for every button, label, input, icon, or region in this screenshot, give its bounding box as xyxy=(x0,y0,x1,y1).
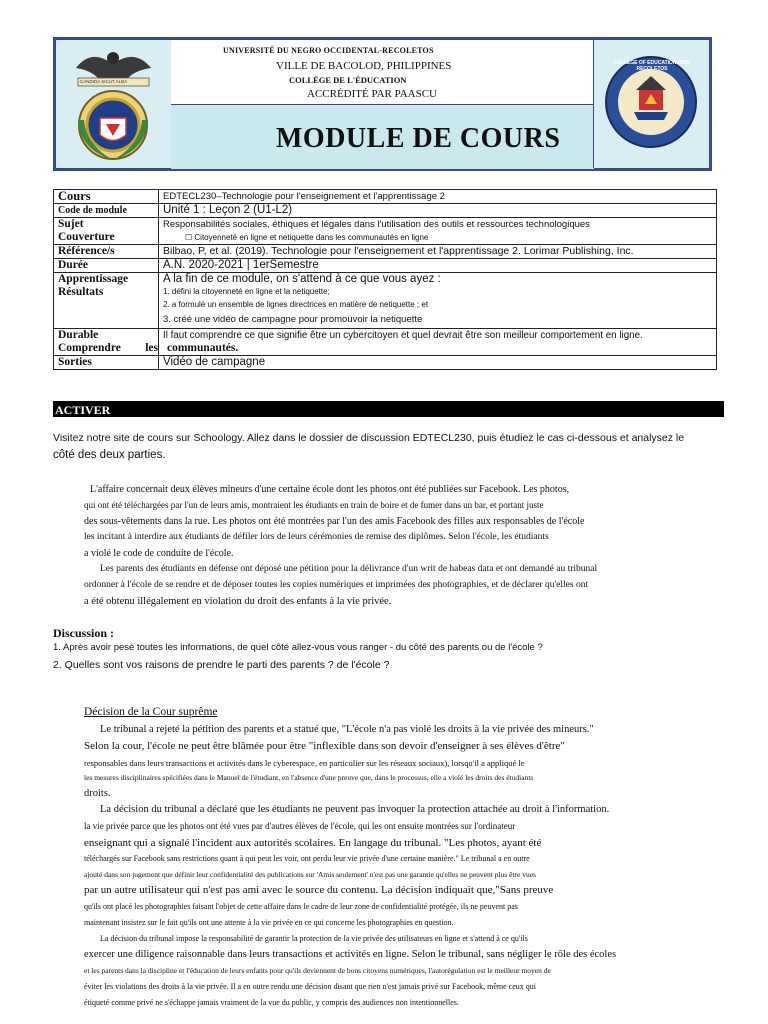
header-title-area xyxy=(171,40,594,168)
outcomes-intro: A la fin de ce module, on s'attend à ce que vous ayez : xyxy=(163,273,441,285)
decision-line-11: par un autre utilisateur qui n'est pas ami avec le source du contenu. La décision indiquait que,"Sans preuve xyxy=(84,884,554,896)
table-row-subject xyxy=(54,218,717,245)
outcome-3: 3. créé une vidéo de campagne pour promouvoir la netiquette xyxy=(163,314,423,325)
accreditation-text: ACCRÉDITÉ PAR PAASCU xyxy=(307,88,438,100)
value-outputs: Vidéo de campagne xyxy=(159,356,717,370)
activer-intro xyxy=(53,430,713,464)
module-title: MODULE DE COURS xyxy=(276,123,561,154)
discussion-question-1: 1. Après avoir pesé toutes les informations, de quel côté allez-vous vous ranger - du côté des parents ou de l'école ? xyxy=(53,642,543,653)
value-durable-line2: communautés. xyxy=(167,342,239,354)
decision-line-1: Le tribunal a rejeté la pétition des parents et a statué que, "L'école n'a pas violé les droits à la vie privée des mineurs." xyxy=(100,724,594,735)
label-subject-line2: Couverture xyxy=(58,231,115,243)
activer-intro-line2: côté des deux parties. xyxy=(53,449,166,461)
decision-line-17: éviter les violations des droits à la vie privée. Il a en outre rendu une décision disant que rien n'est jamais privé sur Facebook, même ceux qui xyxy=(84,982,536,991)
value-course: EDTECL230–Technologie pour l'enseignement et l'apprentissage 2 xyxy=(159,190,717,204)
checkbox-icon: ☐ xyxy=(185,233,195,242)
college-logo-box xyxy=(593,40,709,168)
college-name: COLLÈGE DE L'ÉDUCATION xyxy=(289,75,407,85)
decision-line-14: La décision du tribunal impose la responsabilité de garantir la protection de la vie privée des utilisateurs en ligne et s'attend à ce qu'ils xyxy=(100,934,528,943)
case-line-7: ordonner à l'école de se rendre et de déposer toutes les copies numériques et imprimées des photographies, et de déclarer qu'elles ont xyxy=(84,580,589,590)
decision-line-3: responsables dans leurs transactions et activités dans le cyberespace, en particulier sur les réseaux sociaux), lorsqu'il a appliqué le xyxy=(84,758,525,768)
decision-line-2: Selon la cour, l'école ne peut être blâmée pour être "inflexible dans son devoir d'enseigner à ses élèves d'être" xyxy=(84,740,565,752)
label-outputs: Sorties xyxy=(54,356,159,370)
case-line-6: Les parents des étudiants en défense ont déposé une pétition pour la délivrance d'un writ de habeas data et ont demandé au tribunal xyxy=(100,564,598,574)
value-reference: Bilbao, P, et al. (2019). Technologie pour l'enseignement et l'apprentissage 2. Lorimar Publishing, Inc. xyxy=(159,245,717,259)
table-row-reference xyxy=(54,245,717,259)
decision-line-8: enseignant qui a signalé l'incident aux autorités scolaires. En langage du tribunal. "Les photos, ayant été xyxy=(84,837,542,849)
value-duration: A.N. 2020-2021 | 1erSemestre xyxy=(159,259,717,273)
label-course: Cours xyxy=(54,190,159,204)
case-line-2: qui ont été téléchargées par l'un de leurs amis, montraient les étudiants en train de boire et de fumer dans un bar, et portant juste xyxy=(84,500,544,510)
discussion-question-2: 2. Quelles sont vos raisons de prendre le parti des parents ? de l'école ? xyxy=(53,659,390,671)
activer-heading: ACTIVER xyxy=(55,403,111,417)
decision-line-5: droits. xyxy=(84,788,111,799)
activer-intro-line1: Visitez notre site de cours sur Schoology. Allez dans le dossier de discussion EDTECL230, puis étudiez le cas ci-dessous et analysez le xyxy=(53,432,685,444)
label-durable-word1: Comprendre xyxy=(58,342,121,354)
decision-line-7: la vie privée parce que les photos ont été vues par d'autres élèves de l'école, qui les ont ensuite montrées sur l'ordinateur xyxy=(84,821,516,831)
university-name: UNIVERSITÉ DU NEGRO OCCIDENTAL-RECOLETOS xyxy=(223,46,434,55)
discussion-title: Discussion : xyxy=(53,626,115,640)
header-top-section xyxy=(171,40,594,104)
label-duration: Durée xyxy=(54,259,159,273)
label-code: Code de module xyxy=(54,204,159,218)
table-row-durable xyxy=(54,329,717,356)
decision-line-13: maintenant insistez sur le fait qu'ils ont une attente à la vie privée en ce qui concerne les photographies en question. xyxy=(84,918,454,927)
value-subject-line1: Responsabilités sociales, éthiques et légales dans l'utilisation des outils et ressources technologiques xyxy=(163,219,590,230)
city-name: VILLE DE BACOLOD, PHILIPPINES xyxy=(276,60,452,72)
case-line-8: a été obtenu illégalement en violation du droit des enfants à la vie privée. xyxy=(84,596,392,607)
decision-line-12: qu'ils ont placé les photographies faisant l'objet de cette affaire dans le cadre de leur zone de confidentialité protégée, ils ne peuvent pas xyxy=(84,902,518,911)
decision-line-6: La décision du tribunal a déclaré que les étudiants ne peuvent pas invoquer la protection attachée au droit à l'information. xyxy=(100,804,610,815)
college-seal-text: COLLEGE OF EDUCATION UNO-RECOLETOS xyxy=(613,60,691,72)
value-subject-topic: Citoyenneté en ligne et netiquette dans les communautés en ligne xyxy=(194,233,429,242)
label-outcomes xyxy=(54,273,159,329)
case-line-4: les incitant à interdire aux étudiants de défiler lors de leurs cérémonies de remise des diplômes. Selon l'école, les étudiants xyxy=(84,532,549,542)
course-info-table xyxy=(53,189,717,370)
case-line-3: des sous-vêtements dans la rue. Les photos ont été montrées par l'un des amis Facebook des filles aux responsables de l'école xyxy=(84,516,585,527)
table-row-outputs xyxy=(54,356,717,370)
value-outcomes xyxy=(159,273,717,329)
university-seal-icon xyxy=(56,40,171,168)
label-durable-word2: les xyxy=(145,342,158,354)
header-title-section xyxy=(171,104,594,169)
decision-line-18: étiqueté comme privé ne s'échappe jamais vraiment de la vue du public, y compris des audiences non intentionnelles. xyxy=(84,998,459,1007)
label-reference: Référence/s xyxy=(54,245,159,259)
seal-motto: CANDIDA SICUT ALBA xyxy=(80,79,128,84)
case-line-1: L'affaire concernait deux élèves mineurs d'une certaine école dont les photos ont été publiées sur Facebook. Les photos, xyxy=(90,484,570,495)
decision-line-15: exercer une diligence raisonnable dans leurs transactions et activités en ligne. Selon le tribunal, sans négliger le rôle des écoles xyxy=(84,949,617,960)
label-durable-line1: Durable xyxy=(58,329,99,341)
decision-line-16: et les parents dans la discipline et l'éducation de leurs enfants pour qu'ils deviennent de bons citoyens numériques, l'autorégulation est le meilleur moyen de xyxy=(84,966,551,975)
label-durable xyxy=(54,329,159,356)
label-subject xyxy=(54,218,159,245)
table-row-outcomes xyxy=(54,273,717,329)
label-durable-line2 xyxy=(58,342,158,355)
decision-line-9: téléchargés sur Facebook sans restrictions quant à qui peut les voir, ont perdu leur vie privée d'une certaine manière." Le tribunal a en outre xyxy=(84,854,530,863)
decision-line-10: ajouté dans son jugement que définir leur confidentialité des publications sur 'Amis seulement' n'est pas une garantie qu'elles ne peuvent plus être vues xyxy=(84,870,536,879)
value-durable-line1: Il faut comprendre ce que signifie être un cybercitoyen et quel devrait être son meilleur comportement en ligne. xyxy=(163,330,643,341)
table-row-duration xyxy=(54,259,717,273)
university-logo-box xyxy=(56,40,172,168)
value-code: Unité 1 : Leçon 2 (U1-L2) xyxy=(159,204,717,218)
decision-line-4: les mesures disciplinaires spécifiées dans le Manuel de l'étudiant, en l'absence d'une preuve que, dans le processus, elle a violé les droits des étudiants xyxy=(84,773,534,782)
outcome-2: 2. a formulé un ensemble de lignes directrices en matière de netiquette ; et xyxy=(163,300,429,309)
value-durable xyxy=(159,329,717,356)
table-row-course xyxy=(54,190,717,204)
case-line-5: a violé le code de conduite de l'école. xyxy=(84,548,234,559)
decision-title: Décision de la Cour suprême xyxy=(84,706,218,718)
table-row-code xyxy=(54,204,717,218)
label-outcomes-line1: Apprentissage xyxy=(58,273,129,285)
value-subject-line2 xyxy=(163,231,712,244)
value-subject xyxy=(159,218,717,245)
outcome-1: 1. défini la citoyenneté en ligne et la netiquette; xyxy=(163,287,330,296)
label-outcomes-line2: Résultats xyxy=(58,286,104,298)
header-banner xyxy=(53,37,712,171)
activer-section-bar xyxy=(53,401,724,417)
label-subject-line1: Sujet xyxy=(58,218,84,230)
